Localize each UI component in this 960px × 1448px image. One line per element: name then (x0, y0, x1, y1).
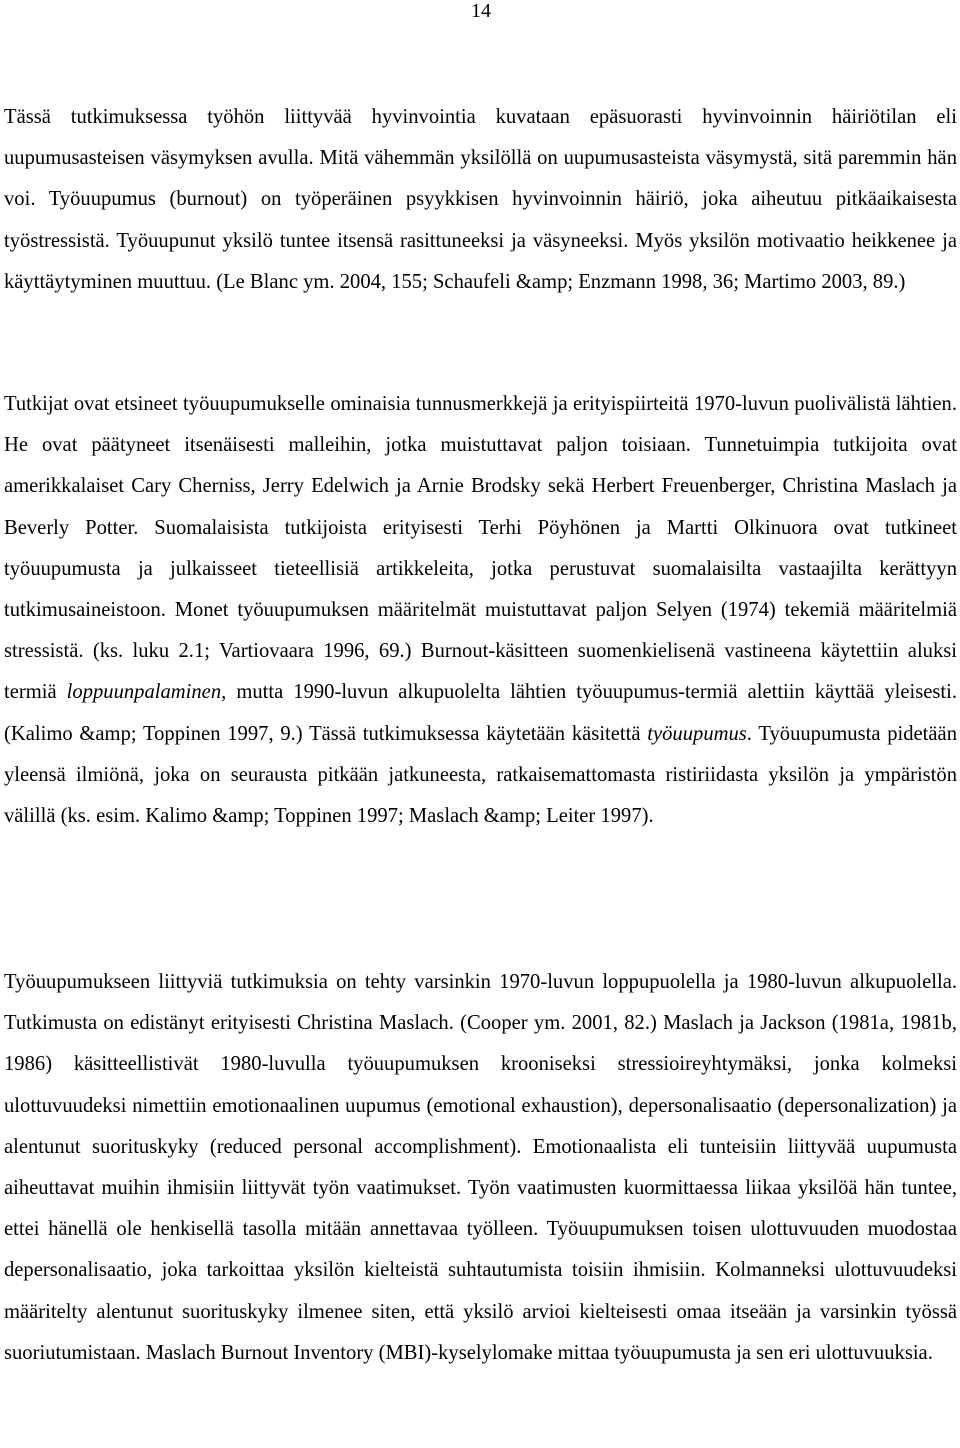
page-number: 14 (471, 0, 491, 22)
text-segment: Tutkijat ovat etsineet työuupumukselle ominaisia tunnusmerkkejä ja erityispiirteitä 1970-luvun puolivälistä lähtien. He ovat päätyneet itsenäisesti malleihin, jotka muistuttavat paljon toisiaan. Tunnetuimpia tutkijoita ovat amerikkalaiset Cary Cherniss, Jerry Edelwich ja Arnie Brodsky sekä Herbert Freuenberger, Christina Maslach ja Beverly Potter. Suomalaisista tutkijoista erityisesti Terhi Pöyhönen ja Martti Olkinuora ovat tutkineet työuupumusta ja julkaisseet tieteellisiä artikkeleita, jotka perustuvat suomalaisilta vastaajilta kerättyyn tutkimusaineistoon. Monet työuupumuksen määritelmät muistuttavat paljon Selyen (1974) tekemiä määritelmiä stressistä. (ks. luku 2.1; Vartiovaara 1996, 69.) Burnout-käsitteen suomenkielisenä vastineena käytettiin aluksi termiä (4, 393, 957, 704)
text-segment: Tässä tutkimuksessa työhön liittyvää hyvinvointia kuvataan epäsuorasti hyvinvoinnin häiriötilan eli uupumusasteisen väsymyksen avulla. Mitä vähemmän yksilöllä on uupumusasteista väsymystä, sitä paremmin hän voi. Työuupumus (burnout) on työperäinen psyykkisen hyvinvoinnin häiriö, joka aiheutuu pitkäaikaisesta työstressistä. Työuupunut yksilö tuntee itsensä rasittuneeksi ja väsyneeksi. Myös yksilön motivaatio heikkenee ja käyttäytyminen muuttuu. (Le Blanc ym. 2004, 155; Schaufeli &amp; Enzmann 1998, 36; Martimo 2003, 89.) (4, 106, 957, 293)
paragraph-3 (4, 962, 957, 1374)
italic-term-tyouupumus: työuupumus (647, 722, 747, 745)
paragraph-2 (4, 384, 957, 837)
paragraph-1 (4, 97, 957, 303)
italic-term-loppuunpalaminen: loppuunpalaminen (66, 681, 222, 704)
text-segment: . Työuupumusta pidetään yleensä ilmiönä, joka on seurausta pitkään jatkuneesta, ratkaisemattomasta ristiriidasta yksilön ja ympäristön välillä (ks. esim. Kalimo &amp; Toppinen 1997; Maslach &amp; Leiter 1997). (4, 722, 957, 828)
text-segment: Työuupumukseen liittyviä tutkimuksia on tehty varsinkin 1970-luvun loppupuolella ja 1980-luvun alkupuolella. Tutkimusta on edistänyt erityisesti Christina Maslach. (Cooper ym. 2001, 82.) Maslach ja Jackson (1981a, 1981b, 1986) käsitteellistivät 1980-luvulla työuupumuksen krooniseksi stressioireyhtymäksi, jonka kolmeksi ulottuvuudeksi nimettiin emotionaalinen uupumus (emotional exhaustion), depersonalisaatio (depersonalization) ja alentunut suorituskyky (reduced personal accomplishment). Emotionaalista eli tunteisiin liittyvää uupumusta aiheuttavat muihin ihmisiin liittyvät työn vaatimukset. Työn vaatimusten kuormittaessa liikaa yksilöä hän tuntee, ettei hänellä ole henkisellä tasolla mitään annettavaa työlleen. Työuupumuksen toisen ulottuvuuden muodostaa depersonalisaatio, joka tarkoittaa yksilön kielteistä suhtautumista toisiin ihmisiin. Kolmanneksi ulottuvuudeksi määritelty alentunut suorituskyky ilmenee siten, että yksilö arvioi kielteisesti omaa itseään ja varsinkin työssä suoriutumistaan. Maslach Burnout Inventory (MBI)-kyselylomake mittaa työuupumusta ja sen eri ulottuvuuksia. (4, 971, 957, 1364)
text-segment: , mutta 1990-luvun alkupuolelta lähtien työuupumus-termiä alettiin käyttää yleisesti. (Kalimo &amp; Toppinen 1997, 9.) Tässä tutkimuksessa käytetään käsitettä (4, 681, 958, 745)
